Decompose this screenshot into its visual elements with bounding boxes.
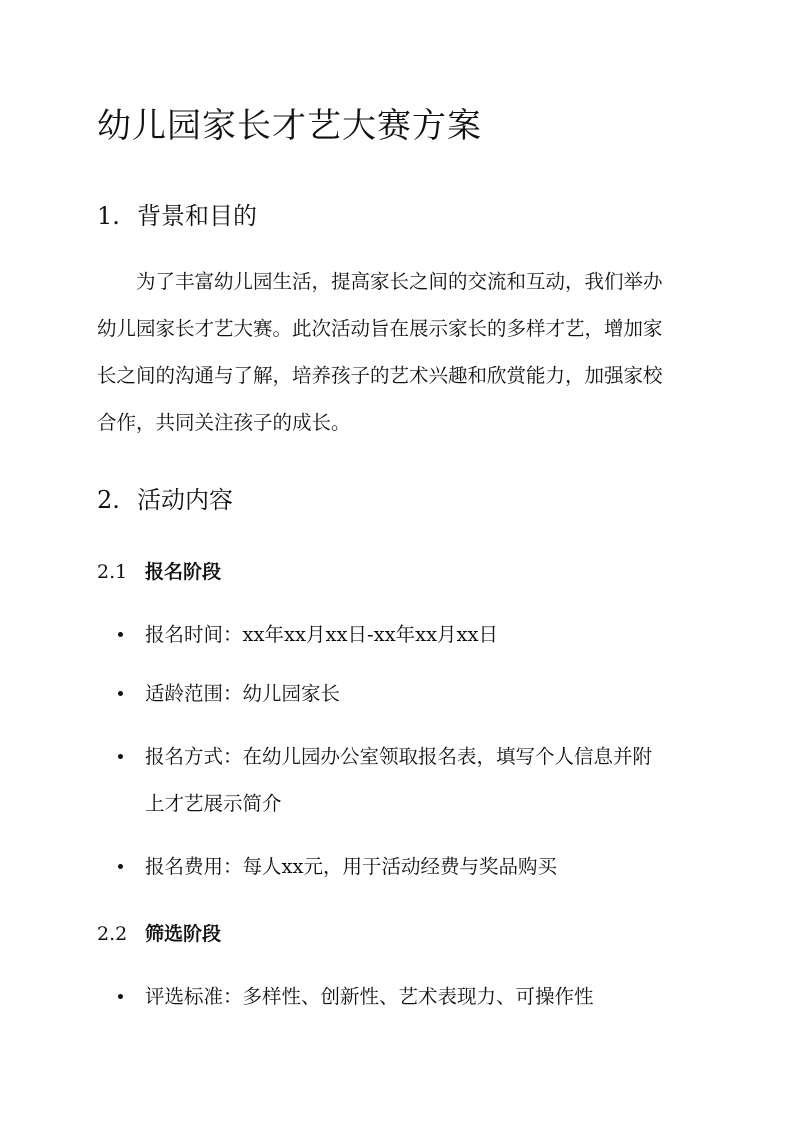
bullet-icon	[118, 864, 123, 869]
section-heading-background	[97, 196, 257, 231]
section-heading-activity	[97, 480, 233, 515]
paragraph-line: 合作，共同关注孩子的成长。	[97, 411, 351, 434]
bullet-icon	[118, 754, 123, 759]
list-item	[118, 843, 557, 890]
list-item	[118, 670, 340, 717]
list-item	[118, 611, 498, 658]
section-title: 活动内容	[137, 486, 233, 514]
list-item-text: 适龄范围：幼儿园家长	[145, 682, 341, 705]
paragraph-line: 幼儿园家长才艺大赛。此次活动旨在展示家长的多样才艺，增加家	[97, 317, 663, 340]
list-item-text: 报名方式：在幼儿园办公室领取报名表，填写个人信息并附	[145, 745, 653, 768]
paragraph-line: 长之间的沟通与了解，培养孩子的艺术兴趣和欣赏能力，加强家校	[97, 364, 663, 387]
list-item-text: 报名费用：每人xx元，用于活动经费与奖品购买	[145, 855, 557, 878]
subsection-heading-registration	[97, 557, 221, 584]
bullet-icon	[118, 994, 123, 999]
section-number: 1.	[97, 202, 120, 230]
bullet-icon	[118, 691, 123, 696]
list-item	[118, 733, 652, 827]
subsection-title: 报名阶段	[145, 561, 222, 583]
subsection-title: 筛选阶段	[145, 923, 222, 945]
list-item	[118, 973, 594, 1020]
paragraph-line: 为了丰富幼儿园生活，提高家长之间的交流和互动，我们举办	[136, 270, 663, 293]
list-item-text: 报名时间：xx年xx月xx日-xx年xx月xx日	[145, 623, 499, 646]
document-title: 幼儿园家长才艺大赛方案	[97, 106, 482, 146]
list-item-text: 评选标准：多样性、创新性、艺术表现力、可操作性	[145, 985, 594, 1008]
section-number: 2.	[97, 486, 120, 514]
subsection-number: 2.1	[97, 561, 128, 583]
subsection-number: 2.2	[97, 923, 128, 945]
background-paragraph	[97, 258, 703, 446]
subsection-heading-screening	[97, 919, 221, 946]
section-title: 背景和目的	[137, 202, 257, 230]
list-item-text: 上才艺展示简介	[145, 792, 282, 815]
bullet-icon	[118, 632, 123, 637]
